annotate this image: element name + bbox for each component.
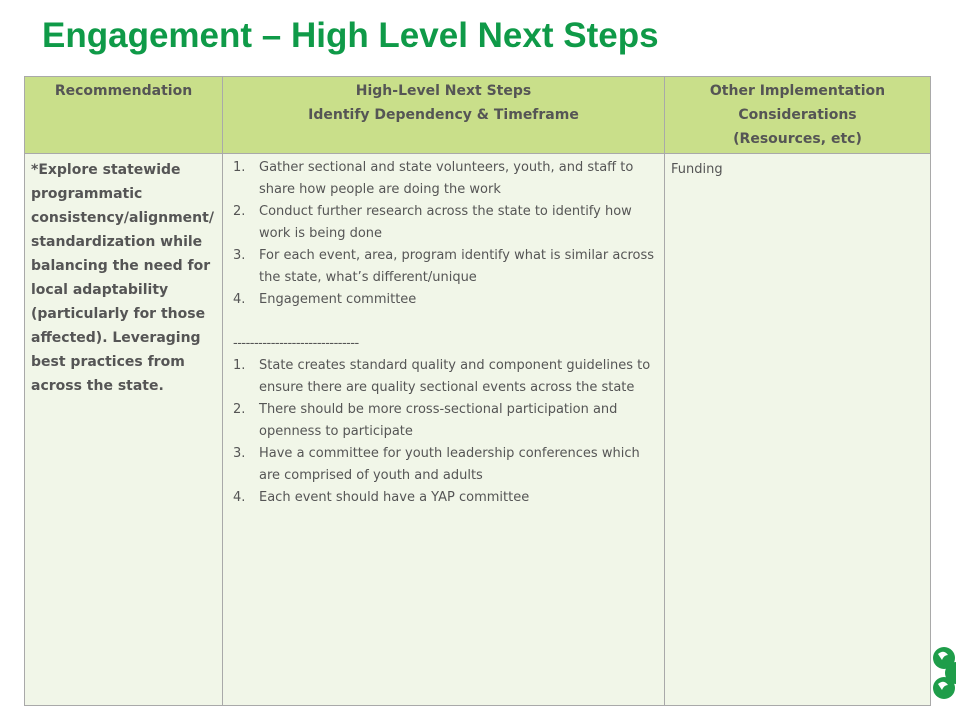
list-item: [233, 289, 658, 311]
step-number: 2.: [233, 204, 246, 219]
step-text: Conduct further research across the state to identify how work is being done: [259, 204, 632, 241]
list-item: [233, 487, 658, 509]
recommendation-cell: [25, 154, 223, 706]
step-text: Gather sectional and state volunteers, youth, and staff to share how people are doing the work: [259, 160, 634, 197]
recommendation-text: *Explore statewide programmatic consistency/alignment/ standardization while balancing the need for local adaptability (particularly for those affected). Leveraging best practices from across the state.: [31, 162, 214, 394]
header-next-steps-line1: High-Level Next Steps: [355, 83, 532, 99]
table-header-row: [25, 77, 931, 154]
list-item: [233, 355, 658, 399]
header-other-line1: Other Implementation: [709, 83, 886, 99]
list-item: [233, 245, 658, 289]
header-next-steps-line2: Identify Dependency & Timeframe: [308, 107, 579, 123]
list-item: [233, 201, 658, 245]
header-recommendation: [25, 77, 223, 154]
other-considerations-text: Funding: [671, 162, 723, 177]
step-number: 1.: [233, 358, 246, 373]
next-steps-table: [24, 76, 931, 706]
step-text: For each event, area, program identify what is similar across the state, what’s different/unique: [259, 248, 655, 285]
list-item: [233, 443, 658, 487]
step-number: 4.: [233, 292, 246, 307]
header-other-considerations: [665, 77, 931, 154]
step-number: 4.: [233, 490, 246, 505]
clover-logo-icon: [916, 632, 956, 720]
header-other-line2: Considerations: [738, 107, 857, 123]
step-text: Each event should have a YAP committee: [259, 490, 530, 505]
step-text: Have a committee for youth leadership conferences which are comprised of youth and adults: [259, 446, 640, 483]
step-list-group-1: [233, 157, 658, 311]
step-list-group-2: [233, 355, 658, 509]
step-number: 2.: [233, 402, 246, 417]
page-title: Engagement – High Level Next Steps: [42, 16, 659, 55]
step-number: 1.: [233, 160, 246, 175]
list-item: [233, 157, 658, 201]
list-item: [233, 399, 658, 443]
step-number: 3.: [233, 446, 246, 461]
header-next-steps: [223, 77, 665, 154]
header-recommendation-label: Recommendation: [54, 83, 193, 99]
table-row: [25, 154, 931, 706]
step-number: 3.: [233, 248, 246, 263]
divider: ------------------------------: [233, 336, 359, 351]
step-text: There should be more cross-sectional participation and openness to participate: [259, 402, 618, 439]
other-considerations-cell: [665, 154, 931, 706]
next-steps-cell: [223, 154, 665, 706]
step-text: Engagement committee: [259, 292, 417, 307]
step-text: State creates standard quality and component guidelines to ensure there are quality sectional events across the state: [259, 358, 651, 395]
header-other-line3: (Resources, etc): [733, 131, 862, 147]
